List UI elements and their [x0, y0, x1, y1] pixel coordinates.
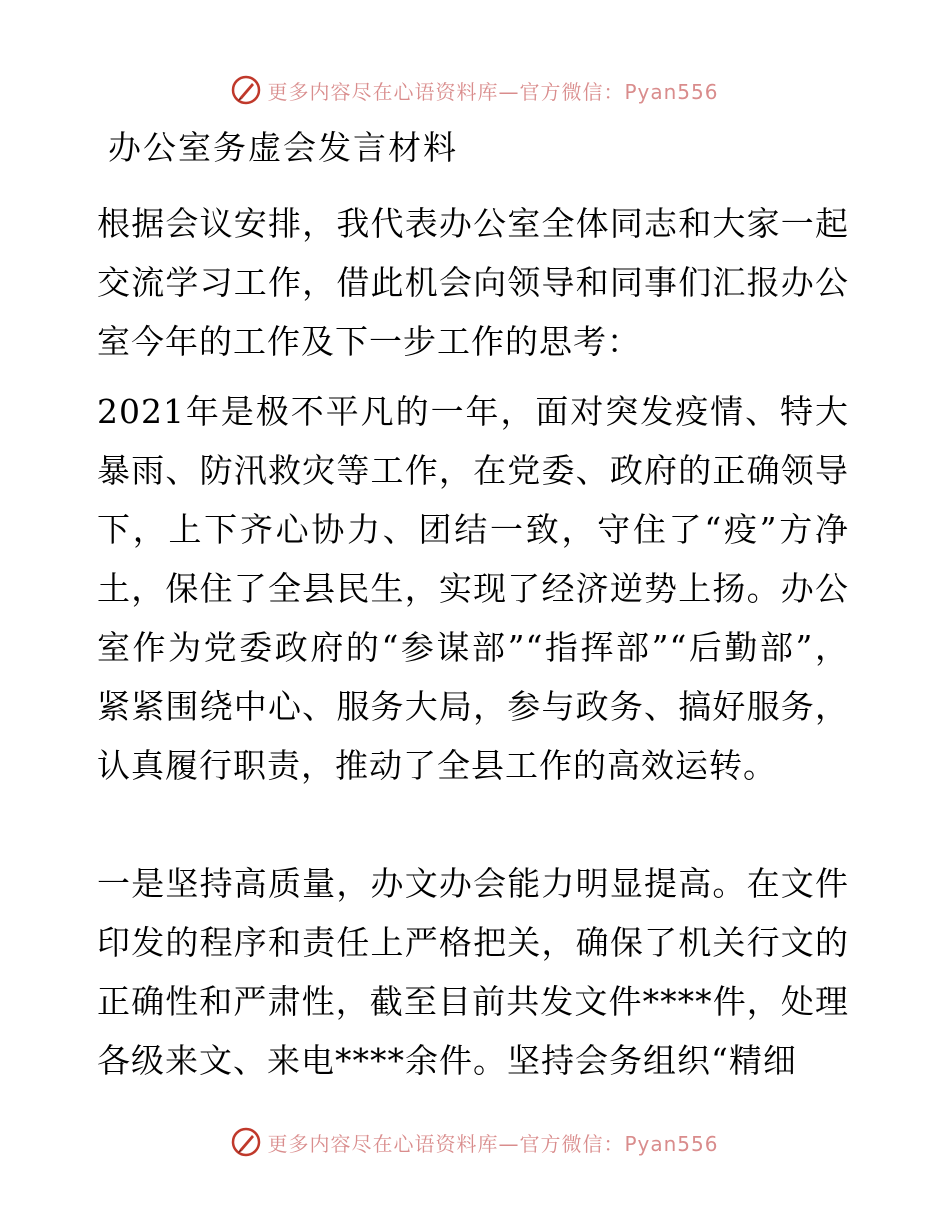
- watermark-footer: [0, 1122, 950, 1162]
- paragraph-2021-review: 2021年是极不平凡的一年，面对突发疫情、特大暴雨、防汛救灾等工作，在党委、政府的正确领导下，上下齐心协力、团结一致，守住了“疫”方净土，保住了全县民生，实现了经济逆势上扬。办公室作为党委政府的“参谋部”“指挥部”“后勤部”，紧紧围绕中心、服务大局，参与政务、搞好服务，认真履行职责，推动了全县工作的高效运转。: [97, 392, 849, 785]
- quill-pen-logo-icon: [231, 1127, 261, 1157]
- paragraph-intro: 根据会议安排，我代表办公室全体同志和大家一起交流学习工作，借此机会向领导和同事们汇报办公室今年的工作及下一步工作的思考：: [97, 204, 849, 361]
- quill-pen-logo-icon: [231, 75, 261, 105]
- paragraph-point-one: 一是坚持高质量，办文办会能力明显提高。在文件印发的程序和责任上严格把关，确保了机关行文的正确性和严肃性，截至目前共发文件****件，处理各级来文、来电****余件。坚持会务组织“精细: [97, 864, 849, 1080]
- watermark-text: 更多内容尽在心语资料库—官方微信：Pyan556: [267, 1131, 719, 1156]
- document-title: 办公室务虚会发言材料: [108, 128, 458, 167]
- watermark-text: 更多内容尽在心语资料库—官方微信：Pyan556: [267, 79, 719, 104]
- watermark-header: [0, 70, 950, 110]
